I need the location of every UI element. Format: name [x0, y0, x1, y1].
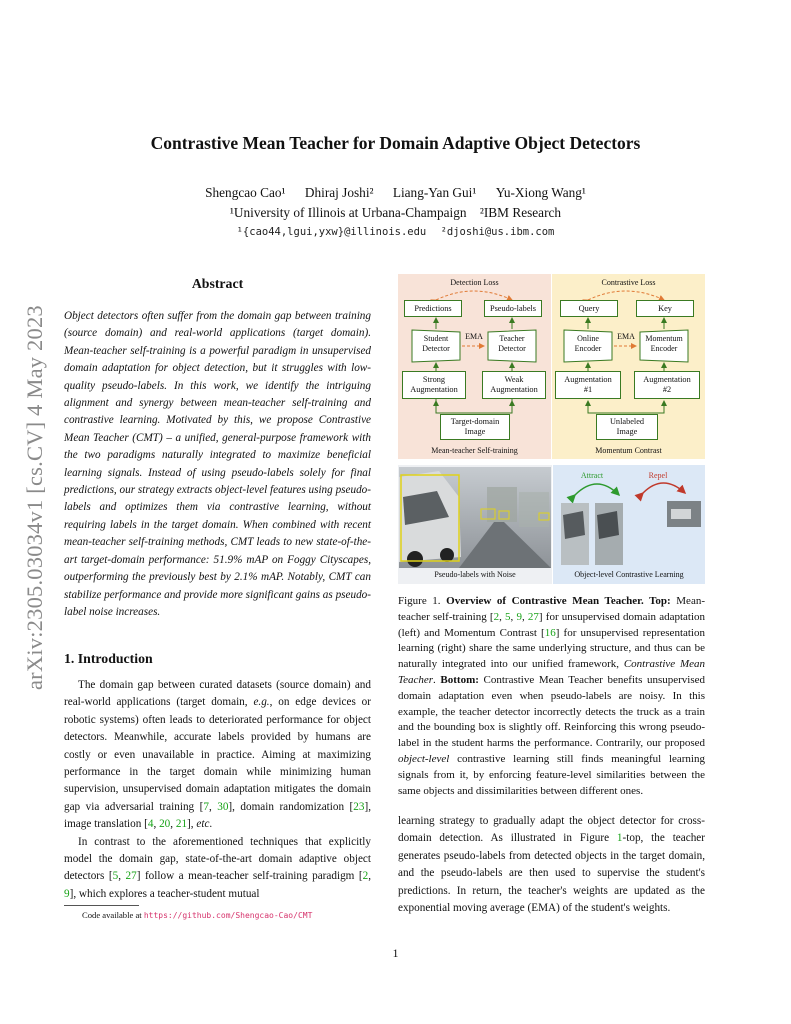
- strong-augmentation-box: Strong Augmentation: [402, 371, 466, 399]
- contrastive-caption: Object-level Contrastive Learning: [574, 570, 684, 579]
- citation-link[interactable]: 5: [505, 610, 511, 623]
- repel-label: Repel: [648, 471, 668, 480]
- key-box: Key: [636, 300, 694, 317]
- citation-link[interactable]: 7: [203, 800, 209, 813]
- detection-loss-label: Detection Loss: [450, 278, 499, 287]
- teacher-detector-label: Teacher Detector: [498, 334, 526, 353]
- abstract-text: Object detectors often suffer from the domain gap between training (source domain) and real-world applications (target domain). Mean-teacher self-training is a powerful paradigm in unsupervised domain adaptation for object detection, but it struggles with low-quality pseudo-labels. In this work, we identify the intriguing alignment and synergy between mean-teacher self-training and contrastive learning. Motivated by this, we propose Contrastive Mean Teacher (CMT) – a unified, general-purpose framework with the two paradigms naturally integrated to maximize beneficial learning signals. Instead of using pseudo-labels solely for final predictions, our strategy extracts object-level features using pseudo-labels and optimizes them via contrastive learning, without requiring labels in the target domain. When combined with recent mean-teacher self-training methods, CMT leads to new state-of-the-art target-domain performance: 51.9% mAP on Foggy Cityscapes, outperforming the previously best by 2.1% mAP. Notably, CMT can stabilize performance and provide more significant gains as pseudo-label noise increases.: [64, 310, 371, 618]
- citation-link[interactable]: 30: [217, 800, 229, 813]
- citation-link[interactable]: 9: [64, 887, 70, 900]
- author-emails: [0, 226, 791, 238]
- citation-link[interactable]: 27: [125, 870, 137, 883]
- citation-link[interactable]: 27: [527, 610, 539, 623]
- column2-body: learning strategy to gradually adapt the object detector for cross-domain detection. As illustrated in Figure 1-top, the teacher generates pseudo-labels from detected objects in the target domain, and the pseudo-labels are then used to supervise the student's predictions. In return, the teacher's weights are updated as the exponential moving average (EMA) of the student's weights.: [398, 815, 705, 915]
- figure-ref-link[interactable]: 1: [616, 832, 623, 845]
- code-url-link[interactable]: https://github.com/Shengcao-Cao/CMT: [143, 911, 313, 920]
- citation-link[interactable]: 20: [159, 818, 171, 831]
- page-number: 1: [392, 946, 399, 960]
- mean-teacher-caption: Mean-teacher Self-training: [431, 446, 518, 455]
- author: Yu-Xiong Wang¹: [495, 185, 586, 200]
- augmentation-2-box: Augmentation #2: [634, 371, 700, 399]
- citation-link[interactable]: 21: [175, 818, 188, 831]
- affiliations: [0, 205, 791, 221]
- contrastive-diagram: [553, 465, 705, 584]
- paper-title: Contrastive Mean Teacher for Domain Adaptive Object Detectors: [150, 133, 641, 153]
- author: Liang-Yan Gui¹: [392, 185, 477, 200]
- momentum-contrast-caption: Momentum Contrast: [595, 446, 662, 455]
- author: Shengcao Cao¹: [205, 185, 286, 200]
- citation-link[interactable]: 9: [516, 610, 522, 623]
- abstract-heading: Abstract: [191, 276, 244, 291]
- unlabeled-image-box: Unlabeled Image: [596, 414, 658, 440]
- footnote-rule: [64, 905, 139, 906]
- predictions-box: Predictions: [404, 300, 462, 317]
- student-detector-label: Student Detector: [422, 334, 450, 353]
- target-domain-image-box: Target-domain Image: [440, 414, 510, 440]
- foggy-street-photo: [399, 467, 551, 568]
- contrastive-loss-label: Contrastive Loss: [601, 278, 656, 287]
- email: ²djoshi@us.ibm.com: [440, 226, 555, 238]
- figure-caption: Figure 1. Overview of Contrastive Mean Teacher. Top: Mean-teacher self-training [2, 5, 9, 27] for unsupervised domain adaptation (left) and Momentum Contrast [16] for unsupervised representation learning (right) share the same underlying structure, and thus can be naturally integrated into our unified framework, Contrastive Mean Teacher. Bottom: Contrastive Mean Teacher benefits unsupervised domain adaptation even when pseudo-labels are noisy. In this example, the teacher detector incorrectly detects the truck as a train and the bounding box is slightly off. Reinforcing this wrong pseudo-label in the student harms the performance. Contrarily, our proposed object-level contrastive learning still finds meaningful learning signals from it, by enforcing feature-level similarities between the same objects and dissimilarities between different ones.: [398, 595, 706, 797]
- ema-label: EMA: [617, 332, 635, 341]
- online-encoder-label: Online Encoder: [574, 334, 602, 353]
- citation-link[interactable]: 16: [544, 626, 556, 639]
- augmentation-1-box: Augmentation #1: [555, 371, 621, 399]
- pseudo-labels-noise-caption: Pseudo-labels with Noise: [434, 570, 516, 579]
- ema-label: EMA: [465, 332, 483, 341]
- intro-paragraph: In contrast to the aforementioned techniques that explicitly model the domain gap, state-of-the-art domain adaptive object detectors [5, 27] follow a mean-teacher self-training paradigm [2, 9], which explores a teacher-student mutual: [64, 835, 371, 900]
- footnote: Code available at https://github.com/Shengcao-Cao/CMT: [82, 910, 313, 920]
- intro-body: [64, 677, 371, 903]
- pseudo-labels-box: Pseudo-labels: [484, 300, 542, 317]
- author: Dhiraj Joshi²: [304, 185, 374, 200]
- citation-link[interactable]: 5: [112, 870, 119, 883]
- email: ¹{cao44,lgui,yxw}@illinois.edu: [236, 226, 427, 238]
- figure-1: [398, 274, 705, 584]
- weak-augmentation-box: Weak Augmentation: [482, 371, 546, 399]
- author-list: [0, 185, 791, 201]
- query-box: Query: [560, 300, 618, 317]
- arxiv-watermark: arXiv:2305.03034v1 [cs.CV] 4 May 2023: [22, 305, 47, 690]
- intro-heading: 1. Introduction: [64, 651, 153, 666]
- affiliation: ¹University of Illinois at Urbana-Champaign: [229, 205, 467, 220]
- attract-label: Attract: [580, 471, 604, 480]
- affiliation: ²IBM Research: [479, 205, 562, 220]
- intro-paragraph: The domain gap between curated datasets (source domain) and real-world applications (target domain, e.g., on edge devices or robotic systems) often leads to deteriorated performance for object detectors. Meanwhile, accurate labels provided by humans are costly or even unavailable in practice. Aiming at maximizing performance in the target domain while minimizing human supervision, unsupervised domain adaptation mitigates the domain gap via adversarial training [7, 30], domain randomization [23], image translation [4, 20, 21], etc.: [64, 679, 371, 831]
- citation-link[interactable]: 23: [353, 800, 365, 813]
- citation-link[interactable]: 2: [362, 870, 369, 883]
- citation-link[interactable]: 4: [147, 818, 154, 831]
- citation-link[interactable]: 2: [493, 610, 500, 623]
- momentum-encoder-label: Momentum Encoder: [645, 334, 683, 353]
